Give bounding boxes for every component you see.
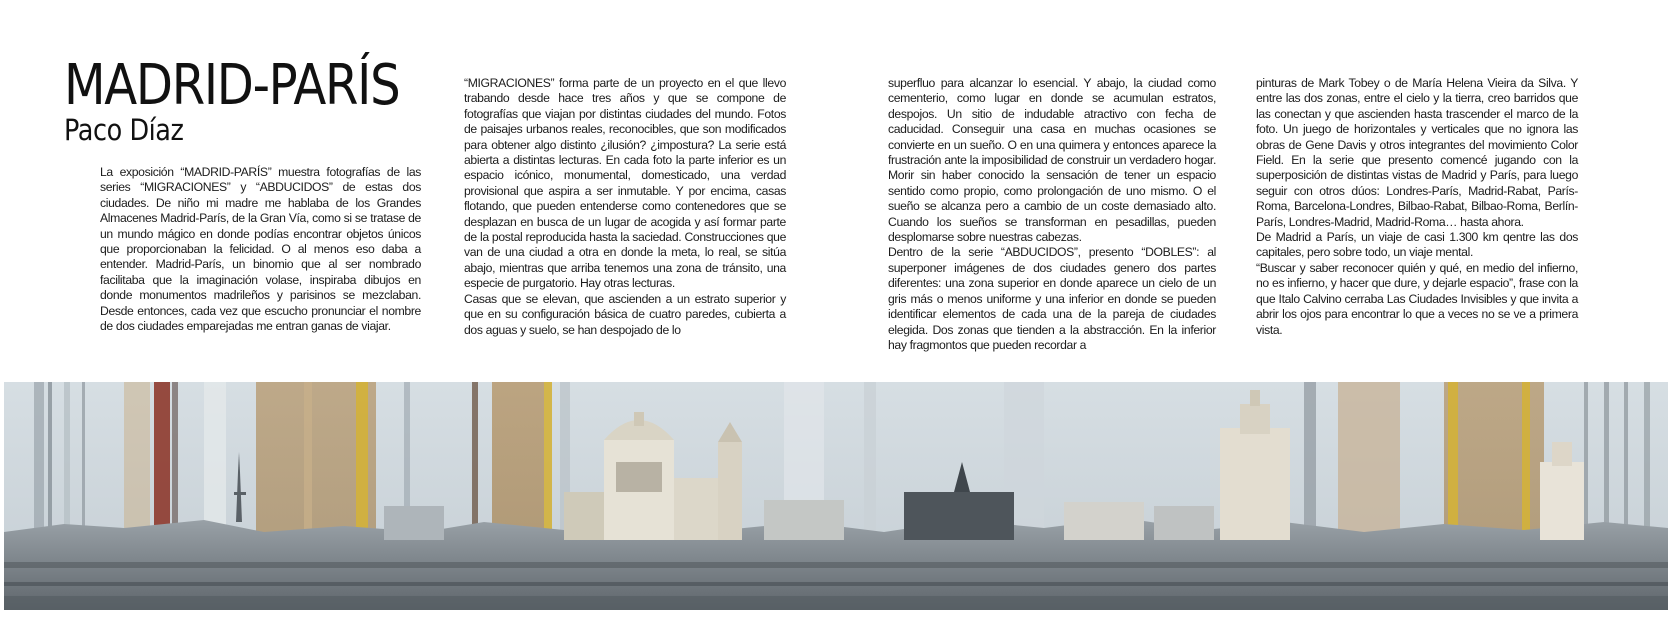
paragraph-calvino: “Buscar y saber reconocer quién y qué, en medio del infierno, no es infierno, y hacer que dure, y dejarle espacio”, frase con la que Italo Calvino cerraba Las Ciudades Invisibles y que invita a abrir los ojos para encontrar lo que a veces no se ve a primera vista. [1256, 260, 1578, 337]
column-2 [464, 76, 786, 338]
paragraph-casas: Casas que se elevan, que ascienden a un estrato superior y que en su configuración básica de cuatro paredes, cubierta a dos aguas y suelo, se han despojado de lo [464, 291, 786, 337]
column-intro [100, 165, 421, 334]
intro-paragraph: La exposición “MADRID-PARÍS” muestra fotografías de las series “MIGRACIONES” y “ABDUCIDOS” de estas dos ciudades. De niño mi madre me hablaba de los Grandes Almacenes Madrid-París, de la Gran Vía, como si se tratase de un mundo mágico en donde podías encontrar objetos únicos que proporcionaban la felicidad. O al menos eso daba a entender. Madrid-París, un binomio que al ser nombrado facilitaba que la imaginación volase, inspiraba dibujos en donde monumentos madrileños y parisinos se mezclaban. Desde entonces, cada vez que escucho pronunciar el nombre de dos ciudades emparejadas me entran ganas de viajar. [100, 165, 421, 334]
column-4 [1256, 76, 1578, 338]
paragraph-migraciones: “MIGRACIONES” forma parte de un proyecto en el que llevo trabando desde hace tres años y que se compone de fotografías que viajan por distintas ciudades del mundo. Fotos de paisajes urbanos reales, reconocibles, que son modificados para obtener algo distinto ¿ilusión? ¿impostura? La serie está abierta a distintas lecturas. En cada foto la parte inferior es un espacio icónico, monumental, domesticado, una verdad provisional que aspira a ser inmutable. Y por encima, casas flotando, que pueden entenderse como contenedores que se desplazan en busca de un lugar de acogida y así formar parte de la postal reproducida hasta la saciedad. Construcciones que van de una ciudad a otra en donde la meta, lo real, se sitúa abajo, mientras que arriba tenemos una zona de tránsito, una especie de purgatorio. Hay otras lecturas. [464, 76, 786, 291]
column-3 [888, 76, 1216, 353]
madrid-paris-panorama [4, 382, 1668, 610]
paragraph-abducidos: Dentro de la serie “ABDUCIDOS”, presento “DOBLES”: al superponer imágenes de dos ciudades genero dos partes diferentes: una zona superior en donde aparece un cielo de un gris más o menos uniforme y una inferior en donde se pueden identificar elementos de cada una de la pareja de ciudades elegida. Dos zonas que tienden a la abstracción. En la inferior hay fragmontos que pueden recordar a [888, 245, 1216, 352]
paragraph-viaje: De Madrid a París, un viaje de casi 1.300 km qentre las dos capitales, pero sobre todo, un viaje mental. [1256, 230, 1578, 260]
article-title: MADRID-PARÍS [64, 53, 400, 118]
paragraph-pinturas: pinturas de Mark Tobey o de María Helena Vieira da Silva. Y entre las dos zonas, entre el cielo y la tierra, creo barridos que las conectan y que ascienden hasta trascender el marco de la foto. Un juego de horizontales y verticales que no ignora las obras de Gene Davis y otros integrantes del movimiento Color Field. En la serie que presento comencé jugando con la superposición de distintas vistas de Madrid y París, para luego seguir con otros dúos: Londres-París, Madrid-Rabat, París-Roma, Barcelona-Londres, Bilbao-Rabat, Bilbao-Roma, Berlín-París, Londres-Madrid, Madrid-Roma… hasta ahora. [1256, 76, 1578, 229]
paragraph-superfluo: superfluo para alcanzar lo esencial. Y abajo, la ciudad como cementerio, como lugar en donde se acumulan estratos, despojos. Un sitio de indudable atractivo con fecha de caducidad. Conseguir una casa en muchas ocasiones se convierte en un sueño. O en una quimera y entonces aparece la frustración ante la imposibilidad de construir un verdadero hogar. Morir sin haber conocido la sensación de tener un espacio sentido como propio, como prolongación de uno mismo. O el sueño se alcanza pero a cambio de un coste demasiado alto. Cuando los sueños se transforman en pesadillas, pueden desplomarse sobre nuestras cabezas. [888, 76, 1216, 245]
panorama-photo [4, 382, 1668, 610]
article-author: Paco Díaz [64, 113, 184, 147]
